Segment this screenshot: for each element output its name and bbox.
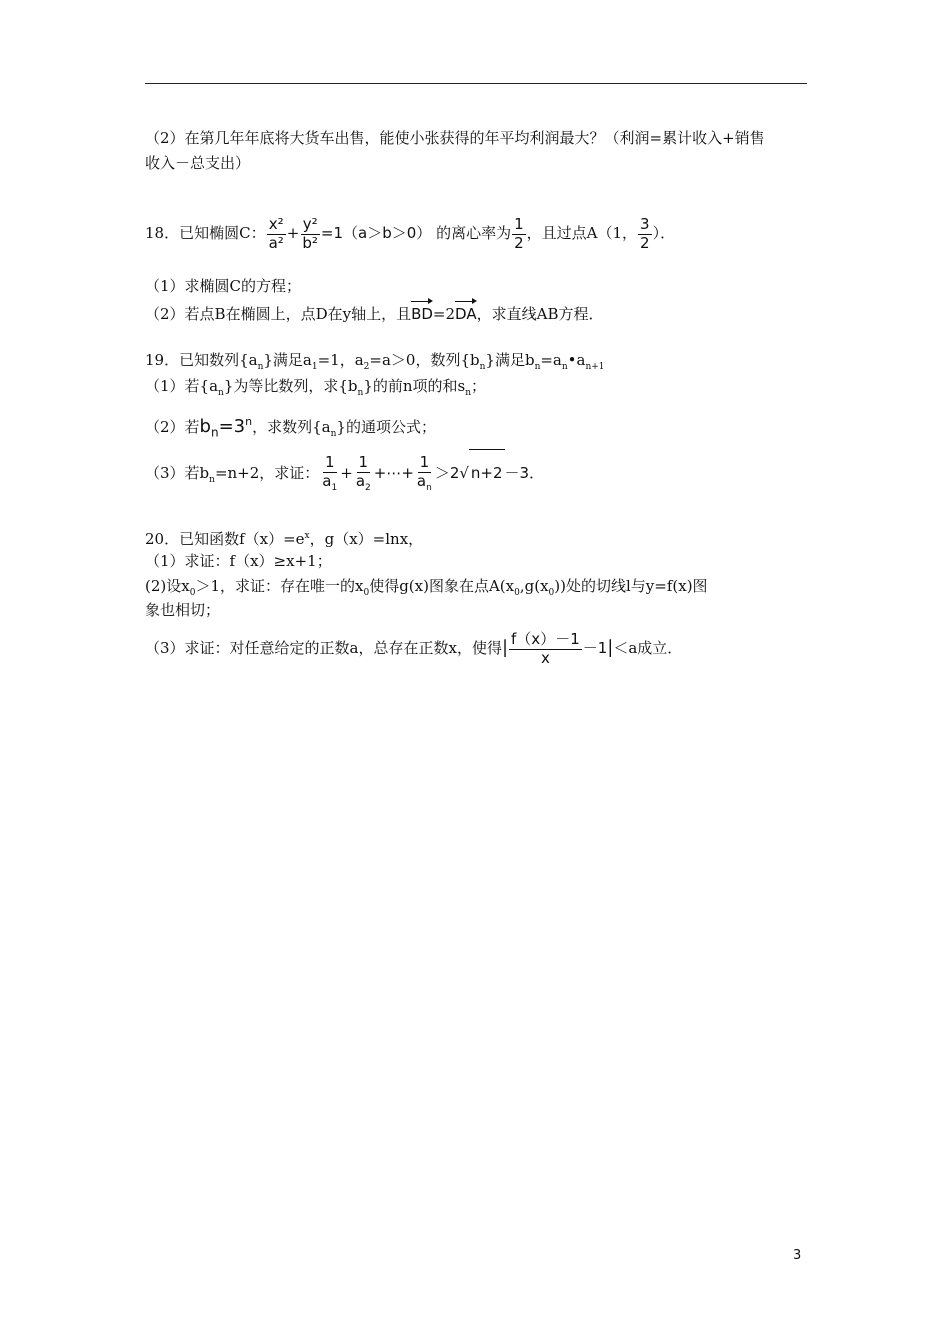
q20-part3: （3）求证：对任意给定的正数a，总存在正数x，使得| $\frac{f(x)-1}{x}$ －1|＜a成立．	[145, 629, 683, 667]
frac-1-a2: $\frac{1}{a_2}$	[355, 452, 371, 493]
point-y-frac: $\frac{3}{2}$	[640, 214, 650, 252]
q18-prefix: 18．已知椭圆C：	[145, 224, 266, 242]
bn-expression: $b_n=3^n$	[199, 415, 253, 440]
eccentricity-frac: $\frac{1}{2}$	[514, 214, 524, 252]
q20-part2-line2: 象也相切；	[145, 601, 221, 619]
vector-bd: BD	[411, 300, 433, 324]
q19-part1: （1）若$\{a_n\}$为等比数列，求$\{b_n\}$的前n项的和$s_n$；	[145, 377, 487, 398]
q19-part3: （3）若$b_n=n+2$，求证： $\frac{1}{a_1}$ + $\frac{1}{a_2}$ +⋯+ $\frac{1}{a_n}$ ＞2√ n+2 －3．	[145, 449, 544, 503]
q18-stem: 18．已知椭圆C： $\frac{\text{x²}}{\text{a²}}$ + $\frac{\text{y²}}{\text{b²}}$ =1（a＞b＞0） 的离心率为 $\frac{1}{2}$ ，且过点A（1， $\frac{3}{2}$ ）．	[145, 214, 676, 252]
q18-part2: （2）若点B在椭圆上，点D在y轴上，且BD=2DA，求直线AB方程．	[145, 300, 603, 324]
ellipse-condition: =1（a＞b＞0）	[320, 224, 432, 242]
q20-part2-line1: (2)设$x_0>1$，求证：存在唯一的$x_0$使得g(x)图象在点$A(x_0,g(x_0))$处的切线l与y=f(x)图	[145, 577, 708, 598]
frac-1-a1: $\frac{1}{a_1}$	[322, 452, 338, 493]
q19-stem: 19．已知数列$\{a_n\}$满足$a_1=1$，$a_2=a>0$，数列$\{b_n\}$满足$b_n=a_n•a_{n+1}$	[145, 351, 605, 372]
q19-part2: （2）若$b_n=3^n$，求数列$\{a_n\}$的通项公式；	[145, 415, 436, 440]
q20-part1: （1）求证：f（x）≥x+1；	[145, 552, 332, 570]
q17-part2-line1: （2）在第几年年底将大货车出售，能使小张获得的年平均利润最大？（利润=累计收入+销售	[145, 129, 765, 147]
ellipse-frac-y: $\frac{\text{y²}}{\text{b²}}$	[302, 214, 318, 252]
sqrt-n-plus-2: n+2	[469, 449, 505, 496]
frac-1-an: $\frac{1}{a_n}$	[416, 452, 432, 493]
ellipse-frac-x: $\frac{\text{x²}}{\text{a²}}$	[268, 214, 284, 252]
q20-stem: 20．已知函数$f(x)=e^x$，g（x）=lnx，	[145, 530, 424, 548]
vector-da: DA	[455, 300, 477, 324]
q17-part2-line2: 收入－总支出）	[145, 154, 251, 172]
header-rule	[145, 83, 807, 84]
q18-part1: （1）求椭圆C的方程；	[145, 277, 302, 295]
frac-fx-minus-1-over-x: $\frac{f(x)-1}{x}$	[511, 629, 580, 667]
page-number: 3	[793, 1248, 802, 1263]
